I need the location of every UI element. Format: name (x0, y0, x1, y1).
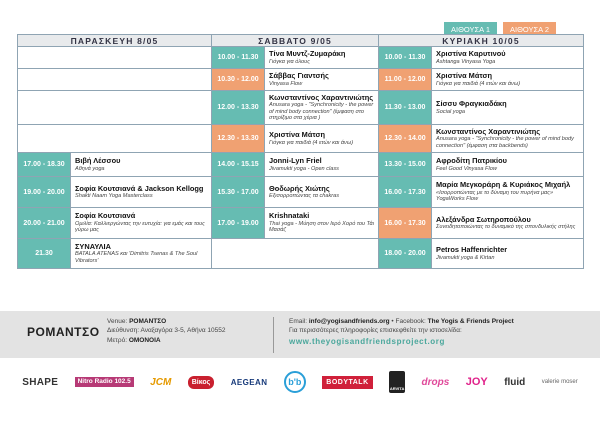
schedule-row (18, 208, 584, 239)
day-header-sunday: ΚΥΡΙΑΚΗ 10/05 (379, 35, 584, 47)
email-label: Email: (289, 318, 308, 325)
empty-slot (18, 125, 212, 153)
session-details (432, 208, 584, 239)
session-time: 11.30 - 13.00 (379, 91, 432, 125)
address-text: Αναξαγόρα 3-5, Αθήνα 10552 (140, 327, 226, 335)
session-time: 13.30 - 15.00 (379, 153, 432, 177)
schedule-row (18, 47, 584, 69)
session-description: Συνειδητοποιώντας το δυναμικό της σπονδυλικής στήλης (436, 224, 576, 231)
session-description: Jivamukti yoga - Open class (269, 165, 339, 172)
session-description: BATALA ATENAS και 'Dimitris Tsenas & The Soul Vibrators' (75, 251, 198, 264)
sponsor-fluid-logo: fluid (504, 376, 526, 388)
day-header-row (18, 35, 584, 47)
schedule-row (18, 177, 584, 208)
session-details (71, 153, 212, 177)
sponsor-bar (0, 364, 600, 400)
session-details (265, 47, 379, 69)
session-time: 11.00 - 12.00 (379, 69, 432, 91)
instructor-name: Κωνσταντίνος Χαραντινιώτης (269, 92, 374, 102)
session-time: 19.00 - 20.00 (18, 177, 71, 208)
sponsor-joy-logo: JOY (465, 376, 488, 388)
instructor-name: Krishnataki (269, 211, 310, 221)
sponsor-arvita-logo: ARVITA (389, 371, 405, 393)
schedule-row (18, 69, 584, 91)
venue-info (107, 317, 226, 345)
session-details (432, 177, 584, 208)
more-info-text: Για περισσότερες πληροφορίες επισκεφθείτε την ιστοσελίδα: (289, 327, 462, 335)
session-details (265, 125, 379, 153)
session-details (265, 153, 379, 177)
session-description: Thai yoga - Μύηση στον Ιερό Χορό του Τάι Μασάζ (269, 220, 374, 234)
instructor-name: Σάββας Γιαντσής (269, 71, 329, 81)
session-details (265, 69, 379, 91)
instructor-name: Χριστίνα Καρυτινού (436, 49, 506, 59)
session-time: 12.30 - 14.00 (379, 125, 432, 153)
session-description: Ομιλία: Καλλιεργώντας την ευτυχία: για εμάς και τους γύρω μας (75, 220, 205, 234)
instructor-name: Χριστίνα Μάτση (269, 130, 326, 140)
room-1-label: ΑΙΘΟΥΣΑ 1 (444, 22, 497, 37)
session-time: 10.30 - 12.00 (212, 69, 265, 91)
session-description: «Ισορροπώντας με το δύναμη του πυρήνα μας» YogaWorks Flow (436, 189, 554, 203)
website-link[interactable]: www.theyogisandfriendsproject.org (289, 336, 445, 346)
instructor-name: Αφροδίτη Πατρικίου (436, 156, 507, 166)
session-time: 21.30 (18, 239, 71, 269)
session-time: 16.00 - 17.30 (379, 177, 432, 208)
metro-name: ΟΜΟΝΟΙΑ (128, 336, 161, 344)
venue-name: ΡΟΜΑΝΤΣΟ (129, 318, 167, 325)
venue-label: Venue: (107, 318, 128, 325)
instructor-name: Petros Haffenrichter (436, 245, 508, 255)
session-details (432, 69, 584, 91)
session-description: Γιόγκα για όλους (269, 58, 310, 65)
venue-logo: ΡΟΜΑΝΤΣΟ (27, 325, 100, 339)
footer-divider (273, 317, 274, 353)
instructor-name: ΣΥΝΑΥΛΙΑ (75, 241, 111, 251)
session-description: Vinyasa Flow (269, 80, 303, 87)
sponsor-nitro-radio-logo: Nitro Radio 102.5 (75, 377, 134, 388)
metro-label: Μετρό: (107, 336, 127, 344)
session-description: Anusara yoga - "Synchronicity - the power of mind body connection" (έμφαση στα backbends) (436, 136, 574, 149)
session-description: Ashtanga Vinyasa Yoga (436, 58, 496, 65)
sponsor-bb-logo: b'b (284, 371, 306, 393)
sponsor-bodytalk-logo: BODYTALK (322, 376, 372, 389)
session-time: 12.00 - 13.30 (212, 91, 265, 125)
session-description: Γιόγκα για παιδιά (4 ετών και άνω) (436, 80, 521, 87)
session-time: 18.00 - 20.00 (379, 239, 432, 269)
session-details (265, 177, 379, 208)
instructor-name: Σοφία Κουτσιανά & Jackson Kellogg (75, 183, 204, 193)
session-details (432, 153, 584, 177)
facebook-link[interactable]: The Yogis & Friends Project (427, 318, 514, 325)
session-time: 14.00 - 15.15 (212, 153, 265, 177)
session-time: 15.30 - 17.00 (212, 177, 265, 208)
instructor-name: Σίσσυ Φραγκιαδάκη (436, 99, 507, 109)
session-details (432, 47, 584, 69)
info-footer (0, 311, 600, 358)
instructor-name: Jonni-Lyn Friel (269, 156, 322, 166)
contact-info (289, 317, 514, 347)
sponsor-shape-logo: SHAPE (22, 376, 59, 388)
schedule-row (18, 239, 584, 269)
schedule-row (18, 153, 584, 177)
session-details (71, 177, 212, 208)
schedule-body (18, 47, 584, 269)
empty-slot (18, 91, 212, 125)
session-details (432, 125, 584, 153)
schedule-row (18, 125, 584, 153)
day-header-saturday: ΣΑΒΒΑΤΟ 9/05 (212, 35, 379, 47)
room-2-label: ΑΙΘΟΥΣΑ 2 (503, 22, 556, 37)
sponsor-vikos-logo: Βίκος (188, 376, 215, 389)
instructor-name: Μαρία Μεγκοράρη & Κυριάκος Μιχαήλ (436, 180, 571, 190)
schedule-table (17, 34, 584, 269)
day-header-friday: ΠΑΡΑΣΚΕΥΗ 8/05 (18, 35, 212, 47)
session-description: Feel Good Vinyasa Flow (436, 165, 497, 172)
instructor-name: Βιβή Λέσσου (75, 156, 121, 166)
instructor-name: Αλεξάνδρα Σωτηροπούλου (436, 214, 531, 224)
instructor-name: Τίνα Μυντζ-Ζυμαράκη (269, 49, 346, 59)
session-time: 20.00 - 21.00 (18, 208, 71, 239)
sponsor-jcm-logo: JCM (150, 376, 172, 388)
session-time: 16.00 - 17.30 (379, 208, 432, 239)
schedule-row (18, 91, 584, 125)
session-description: Jivamukti yoga & Kirtan (436, 254, 495, 261)
session-description: Γιόγκα για παιδιά (4 ετών και άνω) (269, 139, 354, 146)
session-details (265, 91, 379, 125)
session-details (432, 239, 584, 269)
instructor-name: Θοδωρής Χιώτης (269, 183, 330, 193)
instructor-name: Χριστίνα Μάτση (436, 71, 493, 81)
session-description: Shakti Naam Yoga Masterclass (75, 193, 153, 200)
session-description: Social yoga (436, 108, 465, 115)
session-details (71, 239, 212, 269)
empty-slot (18, 47, 212, 69)
empty-slot (18, 69, 212, 91)
session-description: Anusara yoga - "Synchronicity - the power of mind body connection" (έμφαση στο στηρίξιμο στα χέρια ) (269, 102, 374, 121)
email-link[interactable]: info@yogisandfriends.org (308, 318, 390, 325)
sponsor-valerie-moser-logo: valerie moser (541, 378, 578, 385)
sponsor-drops-logo: drops (421, 376, 450, 388)
facebook-label: • Facebook: (391, 318, 426, 325)
session-time: 17.00 - 19.00 (212, 208, 265, 239)
session-description: Εξισορροπώντας τα chakras (269, 193, 340, 200)
instructor-name: Σοφία Κουτσιανά (75, 211, 136, 221)
session-time: 12.30 - 13.30 (212, 125, 265, 153)
address-label: Διεύθυνση: (107, 327, 140, 335)
session-time: 10.00 - 11.30 (379, 47, 432, 69)
session-details (265, 208, 379, 239)
sponsor-aegean-logo: AEGEAN (230, 377, 268, 387)
session-details (71, 208, 212, 239)
session-time: 17.00 - 18.30 (18, 153, 71, 177)
instructor-name: Κωνσταντίνος Χαραντινιώτης (436, 126, 541, 136)
session-time: 10.00 - 11.30 (212, 47, 265, 69)
empty-slot (212, 239, 379, 269)
session-details (432, 91, 584, 125)
session-description: Αθηνά yoga (75, 165, 105, 172)
